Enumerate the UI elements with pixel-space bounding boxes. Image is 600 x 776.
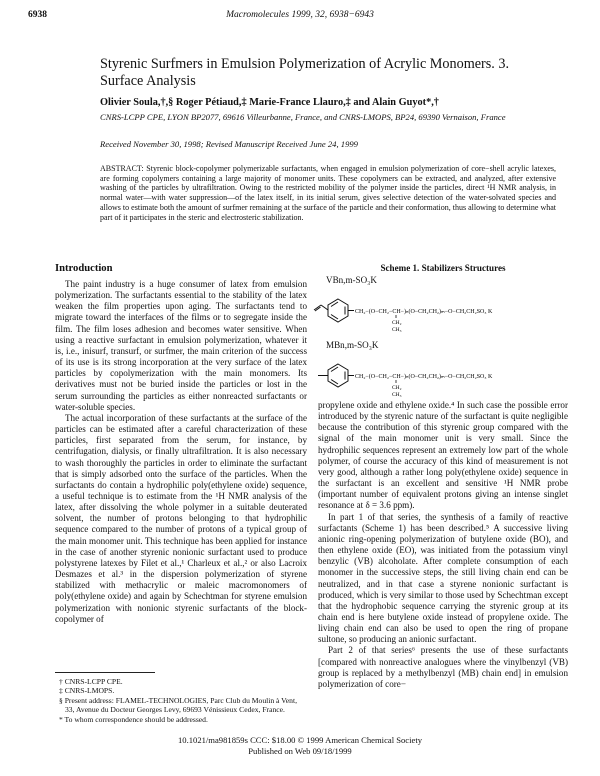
journal-citation (28, 10, 572, 20)
author-list: Olivier Soula,†,§ Roger Pétiaud,‡ Marie-France Llauro,‡ and Alain Guyot*,† (100, 97, 439, 108)
side-group-ch2: CH₂ (392, 320, 402, 326)
vinyl-group-icon (314, 305, 328, 311)
section-heading-introduction: Introduction (55, 263, 113, 274)
left-column (55, 279, 307, 625)
running-header (28, 10, 572, 24)
right-column (318, 400, 568, 690)
benzene-ring-icon (328, 299, 348, 322)
side-group-ch2: CH₂ (392, 385, 402, 391)
scheme-caption: Scheme 1. Stabilizers Structures (380, 263, 506, 273)
side-group-ch3: CH₃ (392, 392, 402, 398)
paragraph: The actual incorporation of these surfactants at the surface of the particles can be estimated after a careful characterization of these particles, first separated from the serum, for instance, by centrifugation, dialysis, or finally ultrafiltration. It is also necessary to wash thoroughly the particles in order to eliminate the surfactant that is simply adsorbed onto the surface of the particles. When the surfactants do contain a hydrophilic poly(ethylene oxide) sequence, a useful technique is to estimate from the ¹H NMR analysis of the latex, after dissolving the whole polymer in a suitable deuterated solvent, the number of protons belonging to that hydrophilic sequence compared to the number of protons of a typical group of the main monomer unit. This technique has been applied for instance in the case of another styrenic nonionic surfactant used to produce polystyrene latexes by Filet et al.,¹ Charleux et al.,² or also Lacroix Desmazes et al.³ in the dispersion polymerization of styrene stabilized with methacrylic or maleic macromonomers of poly(ethylene oxide) and again by Schechtman for styrene emulsion polymerization with nonionic styrenic surfactants of the block-copolymer of (55, 412, 307, 624)
article-title: Styrenic Surfmers in Emulsion Polymerization of Acrylic Monomers. 3. Surface Analysis (100, 56, 510, 89)
side-group-ch3: CH₃ (392, 327, 402, 333)
scheme-label-vb: VBn,m-SO₃K (326, 275, 377, 285)
benzene-ring-icon (328, 364, 348, 387)
scheme-structure-mb (312, 352, 580, 398)
received-dates: Received November 30, 1998; Revised Manuscript Received June 24, 1999 (100, 139, 358, 149)
footnote: ‡ CNRS-LMOPS. (59, 686, 115, 696)
footnote: * To whom correspondence should be addressed. (59, 714, 208, 724)
published-date: Published on Web 09/18/1999 (248, 745, 352, 756)
chain-formula: CH₂−(O−CH₂−CH−)ₙ(O−CH₂CH₂)ₘ−O−CH₂CH₂SO₃ K (355, 374, 493, 380)
footnote: † CNRS-LCPP CPE. (59, 677, 123, 686)
paragraph: propylene oxide and ethylene oxide.⁴ In such case the possible error introduced by the styrenic nature of the surfactant is quite negligible because the contribution of this styrenic group compared with the signal of the main monomer unit is very small. Since the hydrophilic sequences represent an extremely low part of the whole polymer, of course the accuracy of this kind of measurement is not very good, although a rather long poly(ethylene oxide) sequence in the surfactant is an excellent and sensitive ¹H NMR probe (important number of equivalent protons giving an intense singlet resonance at δ = 3.6 ppm). (318, 400, 568, 511)
journal-pages: 6938−6943 (329, 10, 374, 20)
footnote: § Present address: FLAMEL-TECHNOLOGIES, Parc Club du Moulin à Vent, 33, Avenue du Docteur Georges Levy, 69693 Vénissieux Cedex, France. (59, 695, 297, 715)
chain-formula: CH₂−(O−CH₂−CH−)ₙ(O−CH₂CH₂)ₘ−O−CH₂CH₂SO₃ K (355, 309, 493, 315)
journal-year: 1999, (291, 10, 313, 20)
footnotes (55, 677, 307, 724)
paragraph: Part 2 of that series⁶ presents the use of these surfactants [compared with nonreactive analogues where the vinylbenzyl (VB) group is replaced by a methylbenzyl (MB) chain end] in emulsion polymerization of core− (318, 645, 568, 689)
paragraph: The paint industry is a huge consumer of latex from emulsion polymerization. The surfactants essential to the stability of the latex weaken the film properties upon aging. The surfactants tend to migrate toward the interfaces of the films or to segregate inside the film. The film loses adhesion and becomes water sensitive. When using a reactive surfactant in emulsion polymerization, whatever it is, i.e., inisurf, transurf, or surfmer, the main criterion of the success of its use is its strong incorporation at the very surface of the latex particles by copolymerization with the main monomers. Its derivatives must not be buried inside the particles or lost in the serum surrounding the particles as either nonreacted surfactants or water-soluble species. (55, 279, 307, 412)
paragraph: In part 1 of that series, the synthesis of a family of reactive surfactants (Scheme 1) has been described.⁵ A successive living anionic ring-opening polymerization of butylene oxide (BO), and then ethylene oxide (EO), was initiated from the potassium vinyl benzylic (VB) alcoholate. After complete consumption of each monomer in the successive steps, the still living chain end can be neutralized, and in that case a styrene nonionic surfactant is produced, which is very similar to those used by Schechtman except that the hydrophobic sequence carrying the styrenic group at its chain end is here butylene oxide instead of propylene oxide. The living chain end can also be used to open the ring of propane sultone, so producing an anionic surfactant. (318, 511, 568, 645)
doi-copyright-line: 10.1021/ma981859s CCC: $18.00 © 1999 American Chemical Society (177, 735, 423, 745)
scheme-structure-vb (312, 287, 580, 333)
affiliation: CNRS-LCPP CPE, LYON BP2077, 69616 Villeurbanne, France, and CNRS-LMOPS, BP24, 69390 Vernaison, France (100, 112, 506, 122)
abstract: ABSTRACT: Styrenic block-copolymer polymerizable surfactants, when engaged in emulsion polymerization of core−shell acrylic latexes, are forming copolymers containing a large majority of monomer units. These copolymers can be extracted, and analyzed, after extensive washing of the particles by ultrafiltration. Owing to the restricted mobility of the polymer inside the particles, direct ¹H NMR analysis, in normal water—with water suppression—of the latex itself, in its initial serum, gives selective detection of the water-solvated species and allows to estimate both the amount of surfmer remaining at the surface of the particle and their conformation, thus allowing to determine what part of it participates in the steric and electrosteric stabilization. (100, 164, 556, 222)
scheme-label-mb: MBn,m-SO₃K (326, 340, 379, 350)
page-number: 6938 (28, 10, 47, 20)
journal-name: Macromolecules (226, 10, 290, 20)
footnote-rule (55, 672, 155, 673)
page-footer (0, 735, 600, 756)
journal-volume: 32, (315, 10, 328, 20)
